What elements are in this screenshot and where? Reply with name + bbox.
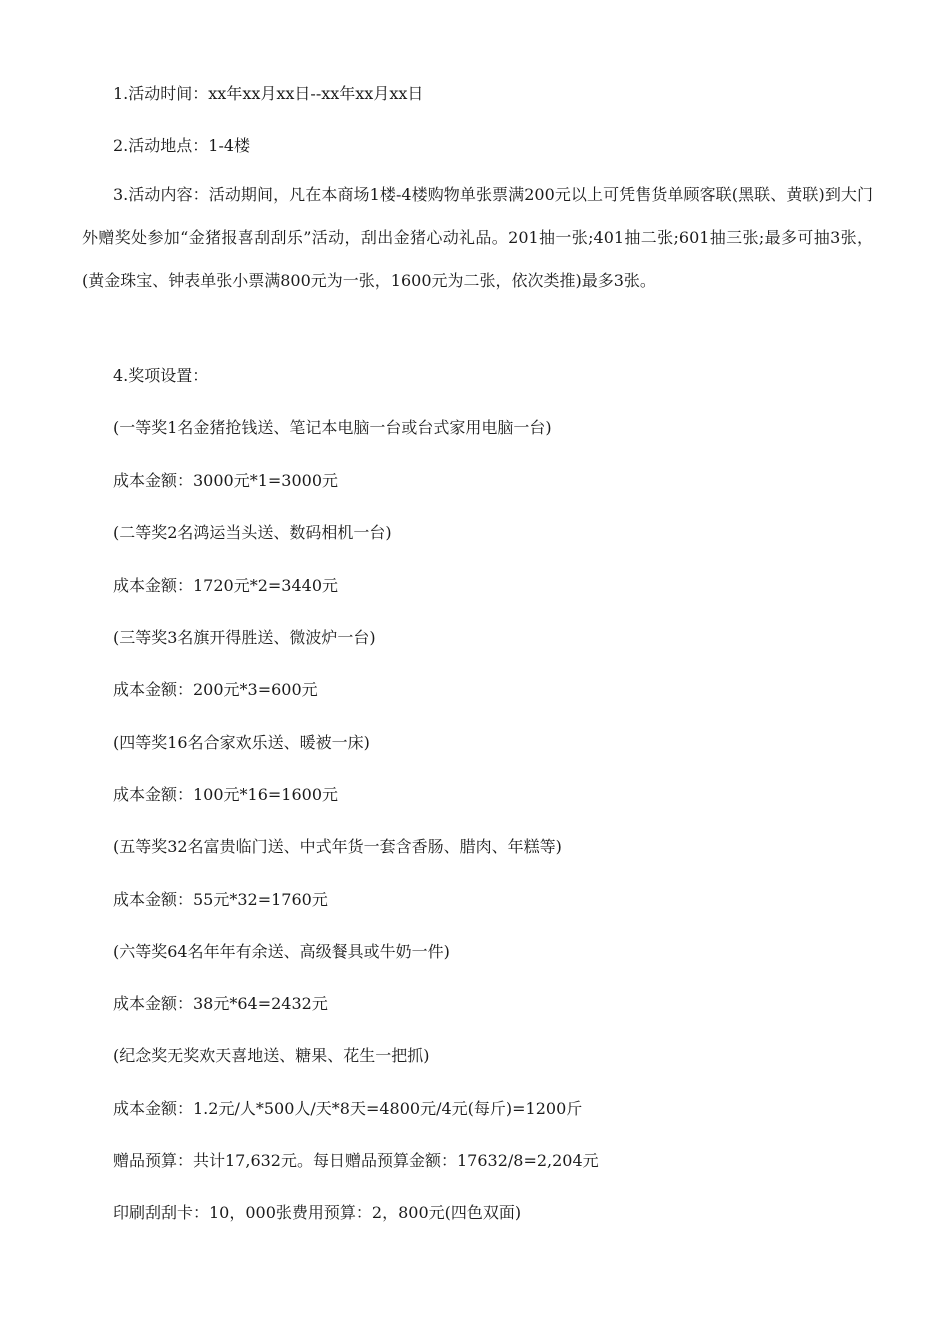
activity-time: 1.活动时间：xx年xx月xx日--xx年xx月xx日 [113,84,424,103]
prize-sixth: (六等奖64名年年有余送、高级餐具或牛奶一件) [113,942,450,961]
prize-fourth: (四等奖16名合家欢乐送、暖被一床) [113,733,370,752]
cost-sixth: 成本金额：38元*64=2432元 [113,994,328,1013]
prize-first: (一等奖1名金猪抢钱送、笔记本电脑一台或台式家用电脑一台) [113,418,552,437]
cost-first: 成本金额：3000元*1=3000元 [113,471,339,490]
cost-fourth: 成本金额：100元*16=1600元 [113,785,339,804]
cost-second: 成本金额：1720元*2=3440元 [113,576,339,595]
prize-souvenir: (纪念奖无奖欢天喜地送、糖果、花生一把抓) [113,1046,430,1065]
gift-budget: 赠品预算：共计17,632元。每日赠品预算金额：17632/8=2,204元 [113,1151,599,1170]
activity-content: 3.活动内容：活动期间，凡在本商场1楼-4楼购物单张票满200元以上可凭售货单顾客联(黑联、黄联)到大门外赠奖处参加“金猪报喜刮刮乐”活动，刮出金猪心动礼品。201抽一张;401抽二张;601抽三张;最多可抽3张，(黄金珠宝、钟表单张小票满800元为一张，1600元为二张，依次类推)最多3张。 [82,185,873,290]
cost-fifth: 成本金额：55元*32=1760元 [113,890,328,909]
prize-third: (三等奖3名旗开得胜送、微波炉一台) [113,628,376,647]
prize-fifth: (五等奖32名富贵临门送、中式年货一套含香肠、腊肉、年糕等) [113,837,562,856]
prize-setup-heading: 4.奖项设置： [113,366,209,385]
activity-place: 2.活动地点：1-4楼 [113,136,251,155]
cost-third: 成本金额：200元*3=600元 [113,680,318,699]
print-cards-budget: 印刷刮刮卡：10，000张费用预算：2，800元(四色双面) [113,1203,522,1222]
prize-second: (二等奖2名鸿运当头送、数码相机一台) [113,523,392,542]
cost-souvenir: 成本金额：1.2元/人*500人/天*8天=4800元/4元(每斤)=1200斤 [113,1099,583,1118]
